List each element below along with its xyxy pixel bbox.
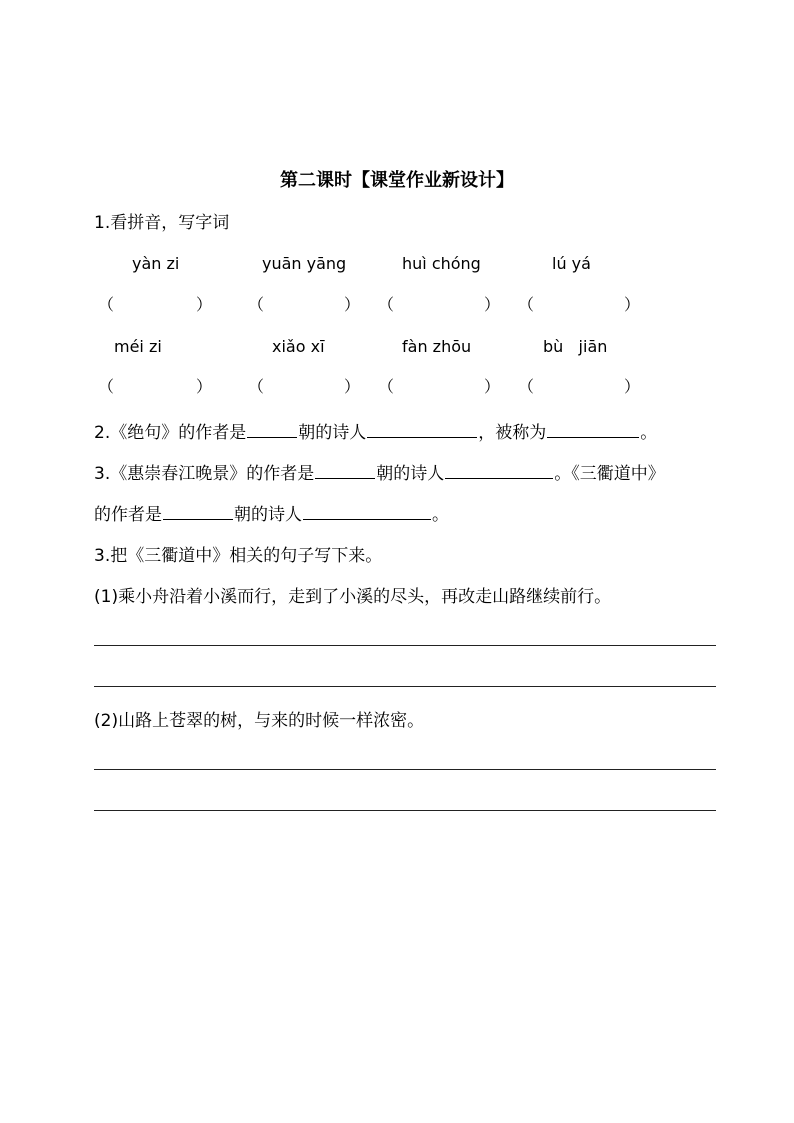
pinyin-meizi: méi zi [114, 337, 162, 356]
q2-text-3: ，被称为 [478, 423, 547, 443]
paren-open: （ [518, 377, 535, 396]
q3-blank-dynasty-1[interactable] [315, 462, 375, 479]
paren-close: ） [624, 295, 641, 314]
paren-close: ） [344, 295, 361, 314]
paren-open: （ [518, 295, 535, 314]
q3-text-4: 的作者是 [94, 505, 162, 525]
paren-close: ） [344, 377, 361, 396]
q3-line-1 [94, 462, 665, 485]
q4-item-2: (2)山路上苍翠的树，与来的时候一样浓密。 [94, 711, 425, 731]
pinyin-yanzi: yàn zi [132, 254, 180, 273]
pinyin-xiaoxi: xiǎo xī [272, 337, 325, 356]
answer-line[interactable] [94, 645, 716, 646]
paren-close: ） [484, 377, 501, 396]
paren-close: ） [484, 295, 501, 314]
page-title: 第二课时【课堂作业新设计】 [280, 170, 514, 191]
q1-heading: 1.看拼音，写字词 [94, 213, 230, 233]
q2-blank-title[interactable] [547, 421, 639, 438]
q2-text-4: 。 [640, 423, 658, 443]
pinyin-bujian: bù jiān [543, 337, 608, 356]
pinyin-fanzhou: fàn zhōu [402, 337, 472, 356]
q2-blank-dynasty[interactable] [247, 421, 297, 438]
q4-heading: 3.把《三衢道中》相关的句子写下来。 [94, 546, 383, 566]
q3-blank-poet-1[interactable] [445, 462, 553, 479]
q3-text-2: 朝的诗人 [376, 464, 445, 484]
q3-text-6: 。 [432, 505, 449, 525]
paren-open: （ [378, 295, 395, 314]
q3-text-3: 。《三衢道中》 [554, 464, 665, 484]
q3-blank-dynasty-2[interactable] [163, 503, 233, 520]
answer-line[interactable] [94, 769, 716, 770]
q3-text-1: 3.《惠崇春江晚景》的作者是 [94, 464, 315, 484]
q2-text-1: 2.《绝句》的作者是 [94, 423, 247, 443]
pinyin-yuanyang: yuān yāng [262, 254, 347, 273]
answer-line[interactable] [94, 810, 716, 811]
q4-item-1: (1)乘小舟沿着小溪而行，走到了小溪的尽头，再改走山路继续前行。 [94, 587, 612, 607]
paren-open: （ [98, 377, 115, 396]
q2-text-2: 朝的诗人 [298, 423, 367, 443]
pinyin-luya: lú yá [552, 254, 591, 273]
answer-line[interactable] [94, 686, 716, 687]
q3-blank-poet-2[interactable] [303, 503, 431, 520]
paren-open: （ [378, 377, 395, 396]
paren-open: （ [248, 295, 265, 314]
paren-open: （ [248, 377, 265, 396]
q3-text-5: 朝的诗人 [234, 505, 302, 525]
q2-line [94, 421, 657, 444]
pinyin-huichong: huì chóng [402, 254, 481, 273]
paren-close: ） [196, 295, 213, 314]
q2-blank-poet[interactable] [367, 421, 477, 438]
q3-line-2 [94, 503, 449, 526]
paren-close: ） [196, 377, 213, 396]
paren-open: （ [98, 295, 115, 314]
paren-close: ） [624, 377, 641, 396]
